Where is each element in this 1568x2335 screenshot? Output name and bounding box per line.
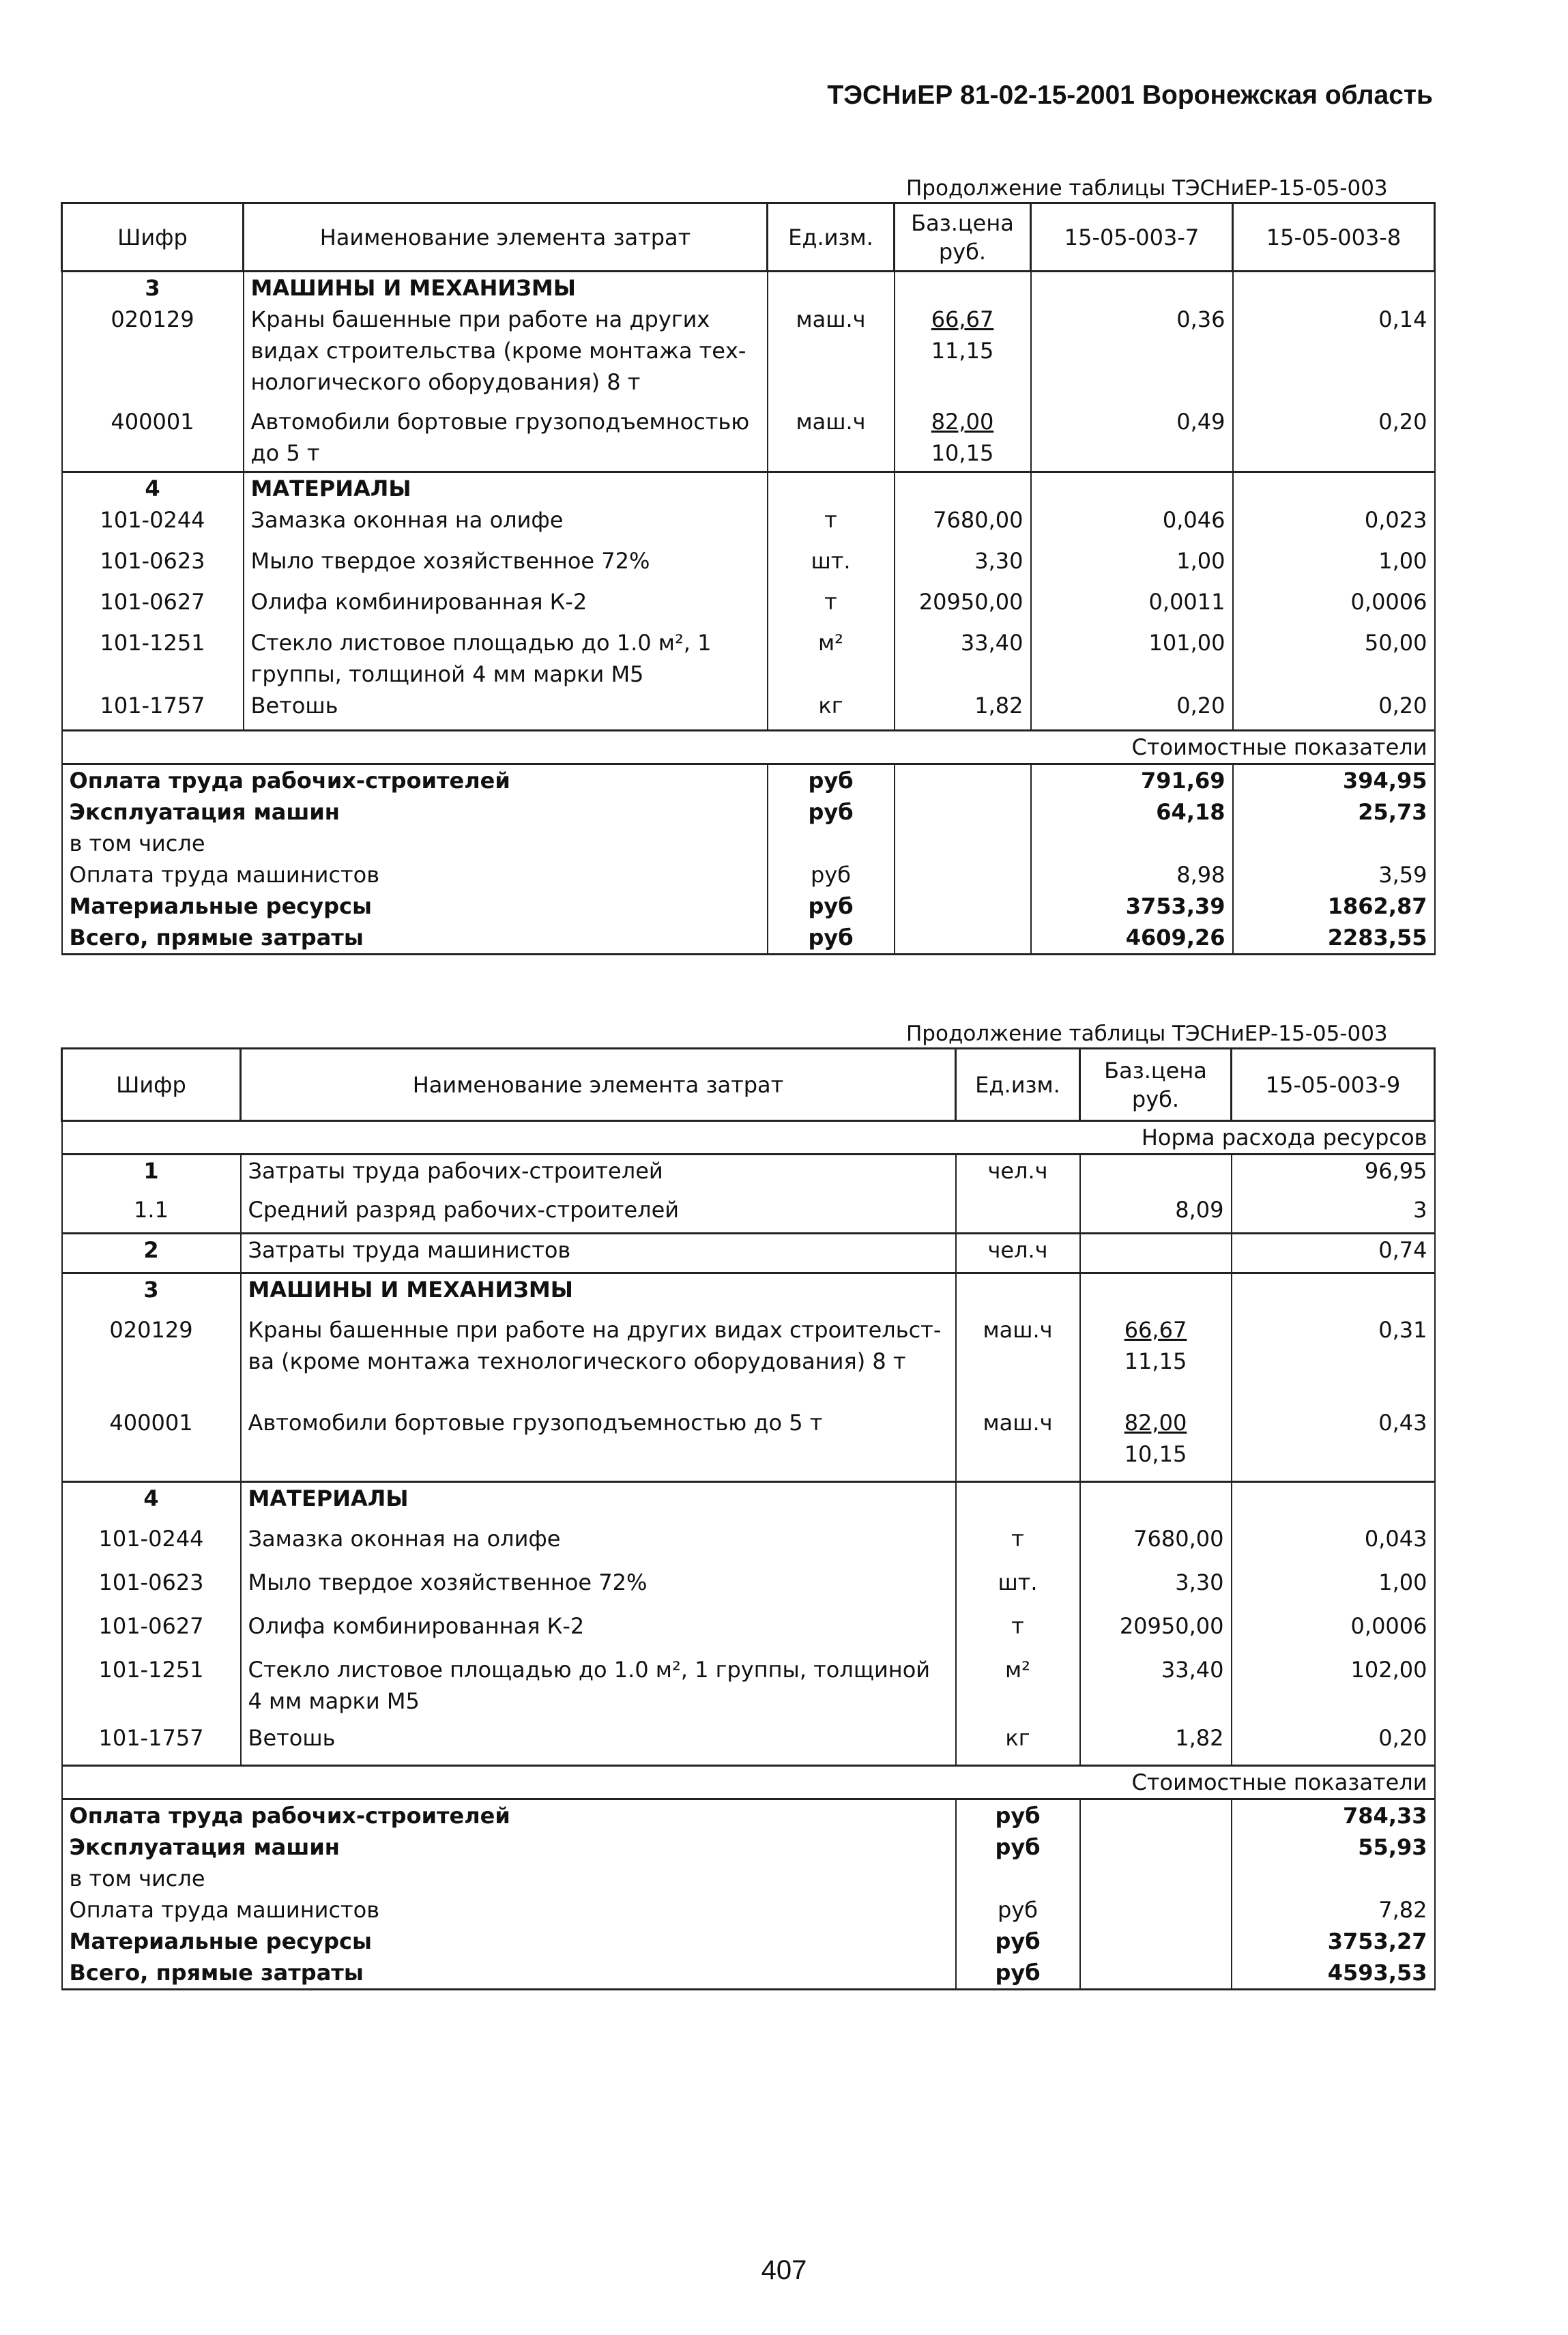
value-15-05-003-9: 0,20: [1232, 1722, 1435, 1766]
value-15-05-003-9: 102,00: [1232, 1654, 1435, 1722]
summary-unit: руб: [768, 764, 895, 797]
resource-name: Затраты труда рабочих-строителей: [241, 1155, 956, 1194]
unit: кг: [956, 1722, 1080, 1766]
summary-row: [62, 1799, 1435, 1832]
summary-row: [62, 1831, 1435, 1863]
price-cell: 7680,00: [895, 504, 1031, 545]
price-cell: 1,82: [1080, 1722, 1232, 1766]
value-15-05-003-9: 0,0006: [1232, 1610, 1435, 1654]
resource-code: 400001: [62, 406, 244, 472]
indicators-title-row: [62, 1766, 1435, 1799]
summary-row: [62, 1894, 1435, 1926]
resource-name: Краны башенные при работе на других видах строительства (кроме монтажа тех-нологического оборудования) 8 т: [244, 304, 768, 406]
summary-value-15-05-003-9: 4593,53: [1232, 1957, 1435, 1990]
resource-code: 1.1: [62, 1194, 241, 1234]
section-number: 3: [62, 272, 244, 304]
section-header-row: [62, 1273, 1435, 1314]
summary-label: Эксплуатация машин: [62, 1831, 956, 1863]
summary-unit: руб: [768, 890, 895, 922]
summary-unit: руб: [768, 859, 895, 890]
unit: маш.ч: [956, 1407, 1080, 1482]
resource-name: Ветошь: [244, 690, 768, 731]
section-title: МАТЕРИАЛЫ: [241, 1482, 956, 1523]
col-header-unit: Ед.изм.: [956, 1049, 1080, 1121]
resource-code: 101-1757: [62, 1722, 241, 1766]
summary-unit: руб: [956, 1957, 1080, 1990]
summary-value-15-05-003-9: 784,33: [1232, 1799, 1435, 1832]
price-cell: [1080, 1314, 1232, 1407]
section-number: 4: [62, 472, 244, 504]
unit: кг: [768, 690, 895, 731]
summary-value-15-05-003-7: 791,69: [1031, 764, 1233, 797]
resource-code: 020129: [62, 304, 244, 406]
summary-row: [62, 764, 1435, 797]
table-row: [62, 1523, 1435, 1567]
norm-title-row: [62, 1121, 1435, 1155]
price-cell: [1080, 1407, 1232, 1482]
value-15-05-003-8: 0,023: [1233, 504, 1435, 545]
summary-label: Эксплуатация машин: [62, 796, 768, 828]
resource-name: Стекло листовое площадью до 1.0 м², 1 группы, толщиной 4 мм марки М5: [241, 1654, 956, 1722]
indicators-title: Стоимостные показатели: [62, 731, 1435, 764]
resource-name: Олифа комбинированная К-2: [244, 586, 768, 627]
price-cell: 7680,00: [1080, 1523, 1232, 1567]
price-cell: 1,82: [895, 690, 1031, 731]
resource-code: 101-1251: [62, 1654, 241, 1722]
price-cell: 33,40: [895, 627, 1031, 690]
summary-value-15-05-003-7: 64,18: [1031, 796, 1233, 828]
summary-unit: руб: [768, 796, 895, 828]
summary-row: [62, 1926, 1435, 1957]
value-15-05-003-7: 0,36: [1031, 304, 1233, 406]
price-cell: 8,09: [1080, 1194, 1232, 1234]
summary-row: [62, 859, 1435, 890]
value-15-05-003-7: 1,00: [1031, 545, 1233, 586]
section-number: 4: [62, 1482, 241, 1523]
value-15-05-003-9: 0,043: [1232, 1523, 1435, 1567]
value-15-05-003-8: 0,20: [1233, 406, 1435, 472]
summary-label: Материальные ресурсы: [62, 1926, 956, 1957]
summary-label: Оплата труда рабочих-строителей: [62, 1799, 956, 1832]
summary-value-15-05-003-8: 1862,87: [1233, 890, 1435, 922]
summary-value-15-05-003-8: 394,95: [1233, 764, 1435, 797]
col-header-15-05-003-8: 15-05-003-8: [1233, 203, 1435, 272]
resource-code: 101-0623: [62, 545, 244, 586]
resource-name: Замазка оконная на олифе: [241, 1523, 956, 1567]
summary-value-15-05-003-7: 4609,26: [1031, 922, 1233, 955]
col-header-name: Наименование элемента затрат: [244, 203, 768, 272]
summary-value-15-05-003-8: 2283,55: [1233, 922, 1435, 955]
col-header-code: Шифр: [62, 1049, 241, 1121]
resource-code: 1: [62, 1155, 241, 1194]
table-row: [62, 690, 1435, 731]
value-15-05-003-9: 0,74: [1232, 1234, 1435, 1273]
unit: маш.ч: [768, 304, 895, 406]
price-cell: [895, 406, 1031, 472]
price-wages: 11,15: [1124, 1348, 1187, 1374]
resource-name: Краны башенные при работе на других видах строительст-ва (кроме монтажа технологического оборудования) 8 т: [241, 1314, 956, 1407]
resource-code: 2: [62, 1234, 241, 1273]
table-row: [62, 545, 1435, 586]
price-cell: [1080, 1234, 1232, 1273]
resource-code: 101-0627: [62, 586, 244, 627]
summary-value-15-05-003-8: 3,59: [1233, 859, 1435, 890]
section-number: 3: [62, 1273, 241, 1314]
labor-row: [62, 1155, 1435, 1194]
summary-label: Всего, прямые затраты: [62, 1957, 956, 1990]
resource-code: 101-1251: [62, 627, 244, 690]
section-header-row: [62, 472, 1435, 504]
resource-name: Затраты труда машинистов: [241, 1234, 956, 1273]
summary-unit: руб: [956, 1831, 1080, 1863]
indicators-title-row: [62, 731, 1435, 764]
page-header: [0, 81, 1568, 121]
header-title: ТЭСНиЕР 81-02-15-2001 Воронежская область: [827, 81, 1433, 110]
price-cell: 33,40: [1080, 1654, 1232, 1722]
indicators-title: Стоимостные показатели: [62, 1766, 1435, 1799]
col-header-15-05-003-7: 15-05-003-7: [1031, 203, 1233, 272]
table-row: [62, 406, 1435, 472]
continuation-label-1: Продолжение таблицы ТЭСНиЕР-15-05-003: [906, 176, 1388, 201]
resource-code: 101-0244: [62, 1523, 241, 1567]
resource-code: 101-0244: [62, 504, 244, 545]
resource-name: Ветошь: [241, 1722, 956, 1766]
summary-label: Оплата труда машинистов: [62, 859, 768, 890]
price-cell: 3,30: [1080, 1567, 1232, 1610]
col-header-price: Баз.цена руб.: [895, 203, 1031, 272]
summary-value-15-05-003-9: 3753,27: [1232, 1926, 1435, 1957]
price-cell: 3,30: [895, 545, 1031, 586]
value-15-05-003-8: 50,00: [1233, 627, 1435, 690]
norm-title: Норма расхода ресурсов: [62, 1121, 1435, 1155]
resource-code: 400001: [62, 1407, 241, 1482]
value-15-05-003-8: 0,20: [1233, 690, 1435, 731]
value-15-05-003-8: 0,0006: [1233, 586, 1435, 627]
table-row: [62, 1654, 1435, 1722]
summary-label: в том числе: [62, 828, 768, 859]
section-title: МАШИНЫ И МЕХАНИЗМЫ: [244, 272, 768, 304]
price-cell: [895, 304, 1031, 406]
resource-code: 101-0627: [62, 1610, 241, 1654]
unit: маш.ч: [768, 406, 895, 472]
unit: маш.ч: [956, 1314, 1080, 1407]
price-total: 66,67: [931, 306, 994, 332]
value-15-05-003-7: 0,0011: [1031, 586, 1233, 627]
resource-name: Олифа комбинированная К-2: [241, 1610, 956, 1654]
summary-row: [62, 1863, 1435, 1894]
value-15-05-003-9: 1,00: [1232, 1567, 1435, 1610]
resource-name: Мыло твердое хозяйственное 72%: [241, 1567, 956, 1610]
summary-value-15-05-003-9: 7,82: [1232, 1894, 1435, 1926]
unit: т: [768, 504, 895, 545]
price-wages: 10,15: [931, 440, 994, 466]
resource-name: Автомобили бортовые грузоподъемностью до 5 т: [241, 1407, 956, 1482]
page-number: 407: [761, 2255, 807, 2285]
summary-row: [62, 796, 1435, 828]
summary-value-15-05-003-7: [1031, 828, 1233, 859]
summary-unit: руб: [768, 922, 895, 955]
value-15-05-003-9: 3: [1232, 1194, 1435, 1234]
labor-row: [62, 1194, 1435, 1234]
summary-unit: руб: [956, 1799, 1080, 1832]
table-row: [62, 1567, 1435, 1610]
price-cell: [1080, 1155, 1232, 1194]
summary-row: [62, 890, 1435, 922]
price-wages: 10,15: [1124, 1440, 1187, 1467]
summary-value-15-05-003-9: 55,93: [1232, 1831, 1435, 1863]
resource-code: 101-1757: [62, 690, 244, 731]
unit: чел.ч: [956, 1234, 1080, 1273]
table-row: [62, 627, 1435, 690]
col-header-unit: Ед.изм.: [768, 203, 895, 272]
table-row: [62, 504, 1435, 545]
continuation-label-2: Продолжение таблицы ТЭСНиЕР-15-05-003: [906, 1021, 1388, 1046]
summary-label: Оплата труда рабочих-строителей: [62, 764, 768, 797]
price-cell: 20950,00: [895, 586, 1031, 627]
summary-unit: [956, 1863, 1080, 1894]
table-row: [62, 586, 1435, 627]
col-header-15-05-003-9: 15-05-003-9: [1232, 1049, 1435, 1121]
price-total: 66,67: [1124, 1316, 1187, 1343]
resource-name: Мыло твердое хозяйственное 72%: [244, 545, 768, 586]
resource-table-1: [61, 202, 1436, 955]
section-header-row: [62, 1482, 1435, 1523]
summary-row: [62, 922, 1435, 955]
table-row: [62, 1610, 1435, 1654]
unit: м²: [768, 627, 895, 690]
section-title: МАШИНЫ И МЕХАНИЗМЫ: [241, 1273, 956, 1314]
unit: м²: [956, 1654, 1080, 1722]
summary-unit: [768, 828, 895, 859]
section-title: МАТЕРИАЛЫ: [244, 472, 768, 504]
resource-code: 101-0623: [62, 1567, 241, 1610]
summary-value-15-05-003-8: [1233, 828, 1435, 859]
value-15-05-003-7: 0,20: [1031, 690, 1233, 731]
price-cell: 20950,00: [1080, 1610, 1232, 1654]
summary-label: Всего, прямые затраты: [62, 922, 768, 955]
summary-value-15-05-003-7: 3753,39: [1031, 890, 1233, 922]
unit: т: [956, 1523, 1080, 1567]
labor-row: [62, 1234, 1435, 1273]
unit: т: [768, 586, 895, 627]
summary-row: [62, 828, 1435, 859]
summary-label: Материальные ресурсы: [62, 890, 768, 922]
table-row: [62, 1314, 1435, 1407]
unit: шт.: [768, 545, 895, 586]
value-15-05-003-7: 0,49: [1031, 406, 1233, 472]
unit: шт.: [956, 1567, 1080, 1610]
summary-row: [62, 1957, 1435, 1990]
price-total: 82,00: [931, 409, 994, 435]
table-row: [62, 304, 1435, 406]
value-15-05-003-7: 0,046: [1031, 504, 1233, 545]
resource-code: 020129: [62, 1314, 241, 1407]
resource-name: Замазка оконная на олифе: [244, 504, 768, 545]
col-header-price: Баз.цена руб.: [1080, 1049, 1232, 1121]
price-total: 82,00: [1124, 1409, 1187, 1436]
value-15-05-003-9: 0,31: [1232, 1314, 1435, 1407]
unit: чел.ч: [956, 1155, 1080, 1194]
col-header-code: Шифр: [62, 203, 244, 272]
value-15-05-003-9: 96,95: [1232, 1155, 1435, 1194]
resource-name: Автомобили бортовые грузоподъемностью до 5 т: [244, 406, 768, 472]
table-row: [62, 1722, 1435, 1766]
summary-unit: руб: [956, 1894, 1080, 1926]
unit: [956, 1194, 1080, 1234]
section-header-row: [62, 272, 1435, 304]
value-15-05-003-8: 1,00: [1233, 545, 1435, 586]
value-15-05-003-9: 0,43: [1232, 1407, 1435, 1482]
summary-value-15-05-003-9: [1232, 1863, 1435, 1894]
resource-name: Стекло листовое площадью до 1.0 м², 1 группы, толщиной 4 мм марки М5: [244, 627, 768, 690]
summary-label: Оплата труда машинистов: [62, 1894, 956, 1926]
resource-table-2: [61, 1047, 1436, 1990]
price-wages: 11,15: [931, 338, 994, 364]
value-15-05-003-8: 0,14: [1233, 304, 1435, 406]
summary-label: в том числе: [62, 1863, 956, 1894]
resource-name: Средний разряд рабочих-строителей: [241, 1194, 956, 1234]
summary-unit: руб: [956, 1926, 1080, 1957]
col-header-name: Наименование элемента затрат: [241, 1049, 956, 1121]
summary-value-15-05-003-7: 8,98: [1031, 859, 1233, 890]
table-row: [62, 1407, 1435, 1482]
value-15-05-003-7: 101,00: [1031, 627, 1233, 690]
unit: т: [956, 1610, 1080, 1654]
summary-value-15-05-003-8: 25,73: [1233, 796, 1435, 828]
